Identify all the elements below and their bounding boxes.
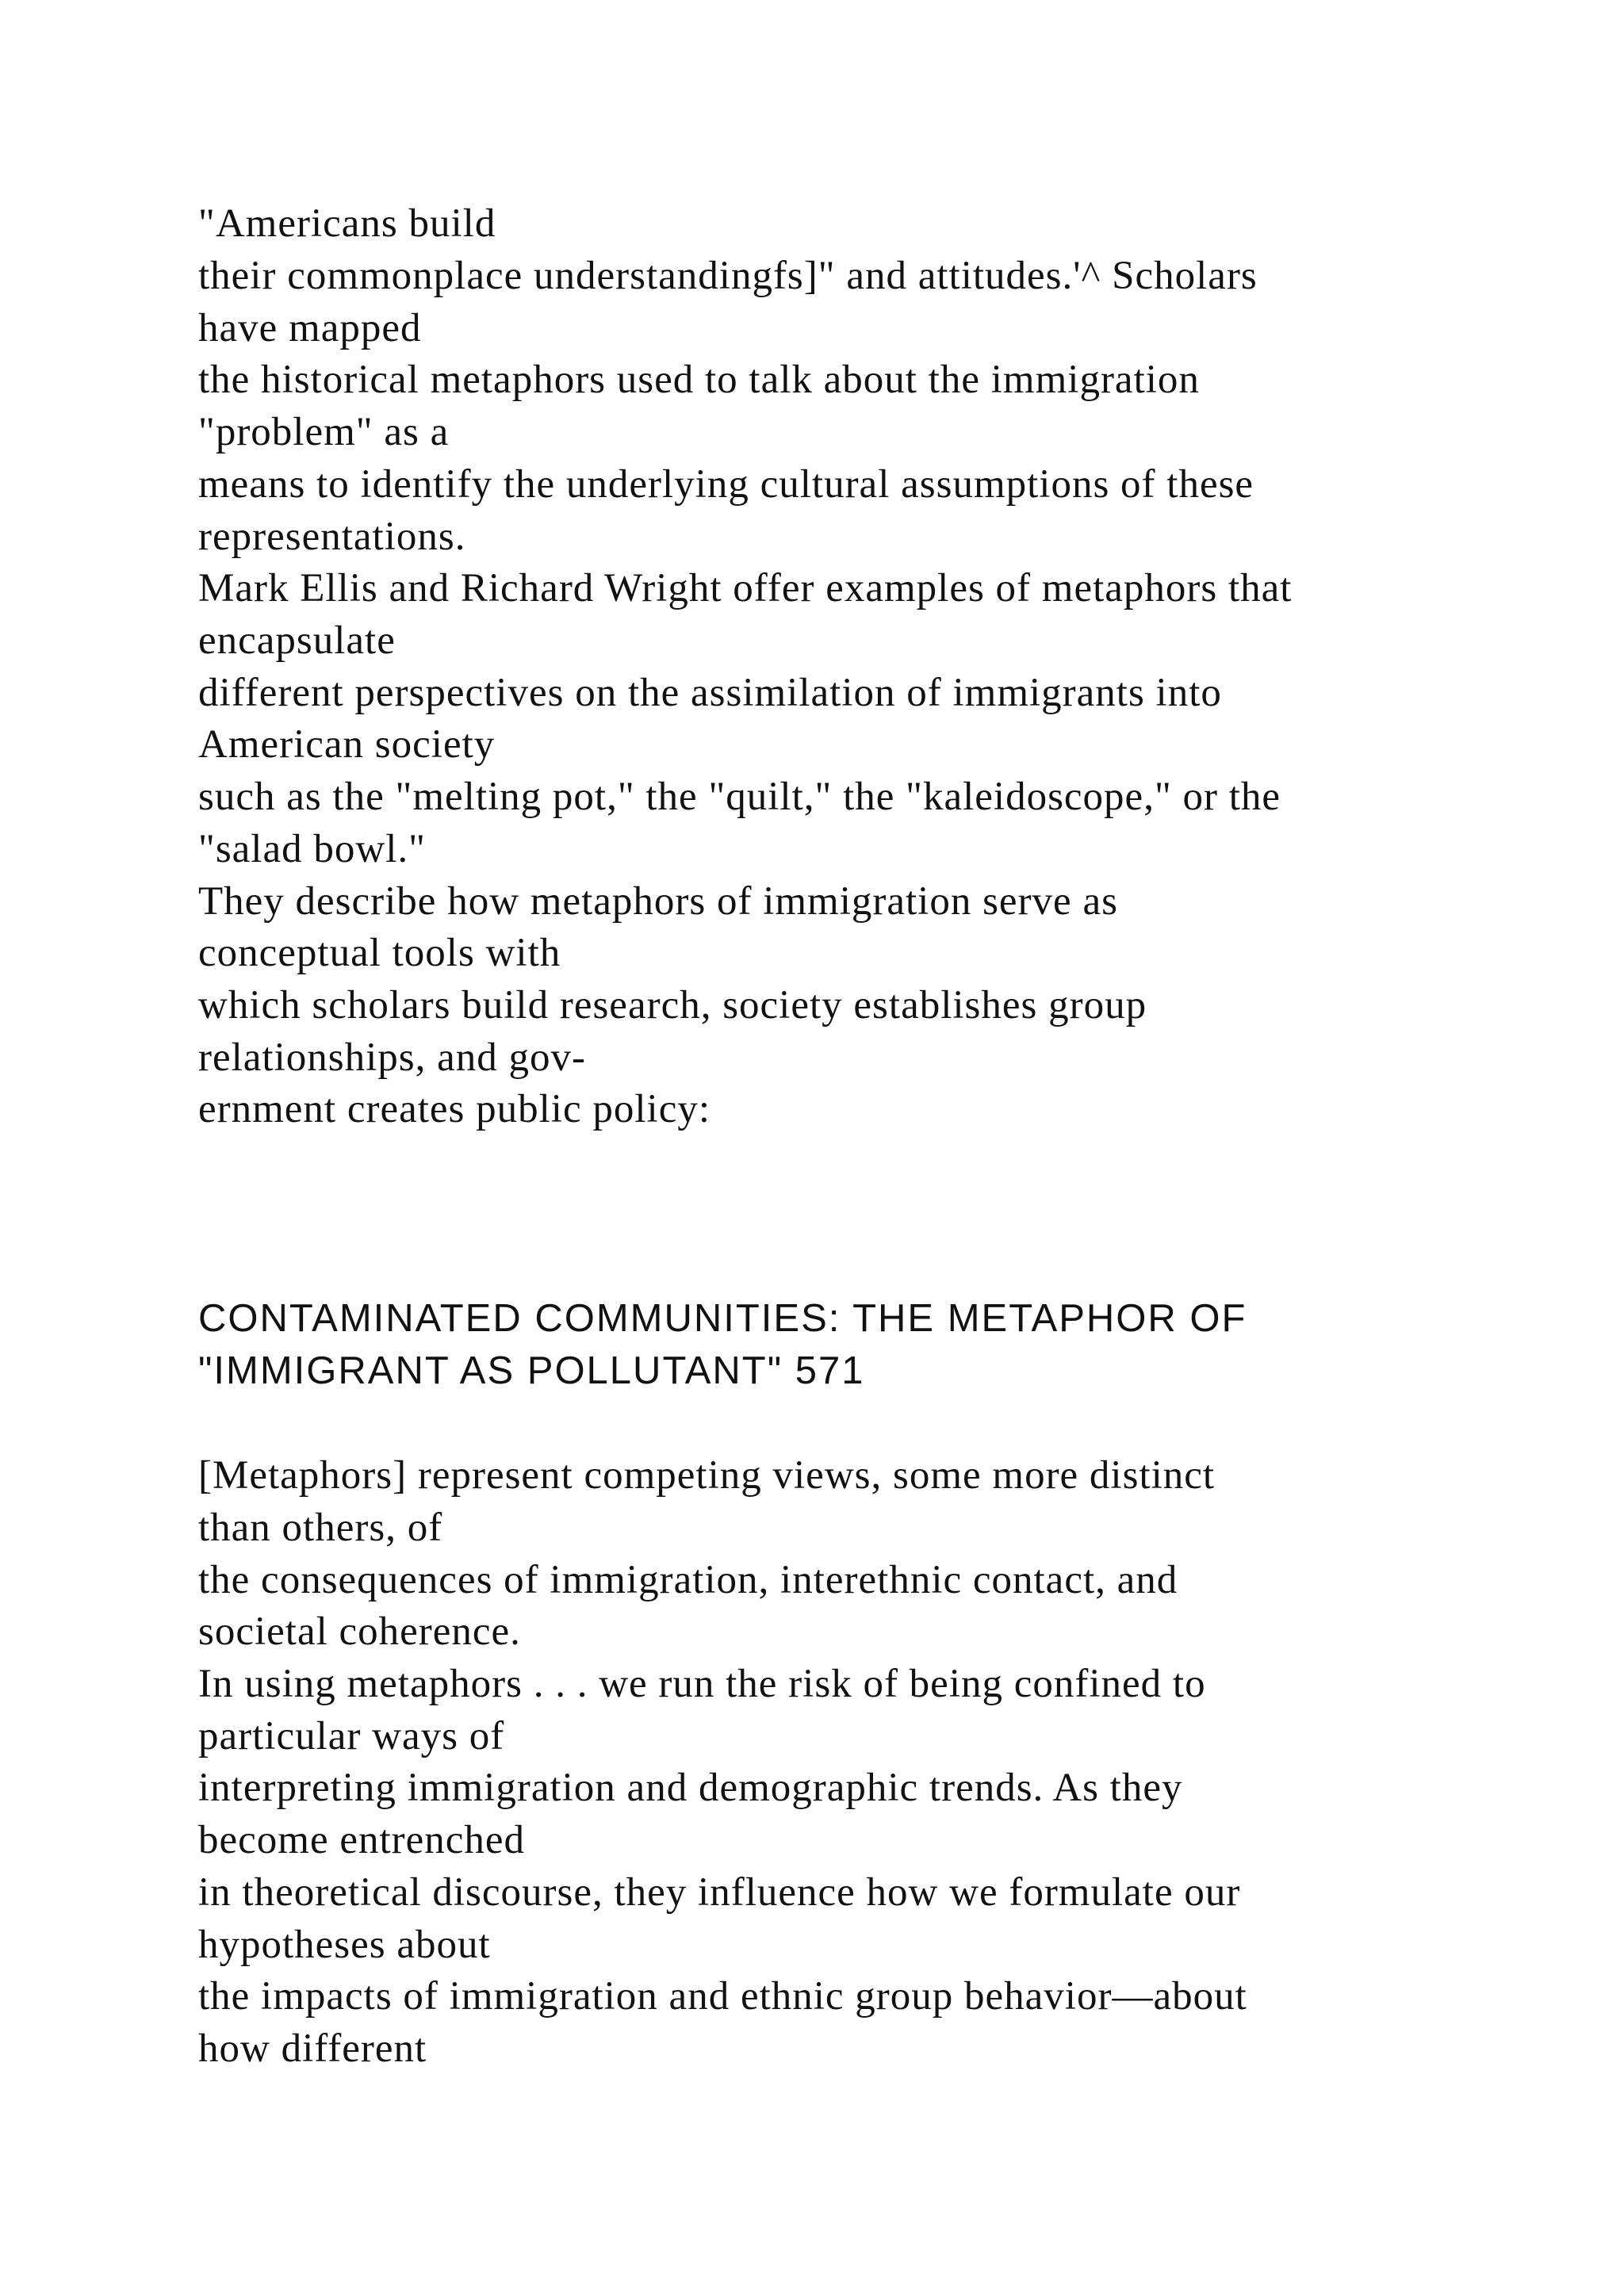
text-line: different perspectives on the assimilation of immigrants into	[198, 671, 1222, 715]
running-header-line: "IMMIGRANT AS POLLUTANT" 571	[198, 1349, 865, 1392]
text-line: "Americans build	[198, 201, 496, 246]
text-line: in theoretical discourse, they influence how we formulate our	[198, 1870, 1241, 1915]
text-line: means to identify the underlying cultural assumptions of these	[198, 462, 1254, 507]
text-line: "salad bowl."	[198, 827, 426, 871]
text-line: [Metaphors] represent competing views, some more distinct	[198, 1453, 1216, 1498]
text-line: societal coherence.	[198, 1609, 521, 1654]
text-line: the historical metaphors used to talk about the immigration	[198, 358, 1200, 402]
text-line: become entrenched	[198, 1818, 526, 1862]
text-line: which scholars build research, society establishes group	[198, 983, 1147, 1027]
text-line: how different	[198, 2026, 427, 2071]
text-line: such as the "melting pot," the "quilt," the "kaleidoscope," or the	[198, 775, 1281, 819]
text-line: their commonplace understandingfs]" and attitudes.'^ Scholars	[198, 254, 1258, 298]
text-line: They describe how metaphors of immigration serve as	[198, 879, 1118, 924]
text-line: the consequences of immigration, interethnic contact, and	[198, 1558, 1178, 1602]
text-line: American society	[198, 722, 496, 767]
text-line: have mapped	[198, 306, 422, 350]
running-header-line: CONTAMINATED COMMUNITIES: THE METAPHOR OF	[198, 1297, 1247, 1340]
text-line: than others, of	[198, 1506, 443, 1550]
text-line: conceptual tools with	[198, 931, 561, 975]
text-line: "problem" as a	[198, 410, 450, 454]
text-line: hypotheses about	[198, 1923, 491, 1967]
text-line: Mark Ellis and Richard Wright offer examples of metaphors that	[198, 566, 1293, 610]
text-line: the impacts of immigration and ethnic group behavior—about	[198, 1974, 1247, 2019]
text-line: relationships, and gov-	[198, 1035, 586, 1080]
text-line: representations.	[198, 515, 466, 559]
text-line: particular ways of	[198, 1714, 505, 1758]
text-line: interpreting immigration and demographic trends. As they	[198, 1766, 1183, 1810]
text-line: encapsulate	[198, 618, 396, 663]
text-line: ernment creates public policy:	[198, 1087, 711, 1131]
text-line: In using metaphors . . . we run the risk of being confined to	[198, 1662, 1206, 1706]
